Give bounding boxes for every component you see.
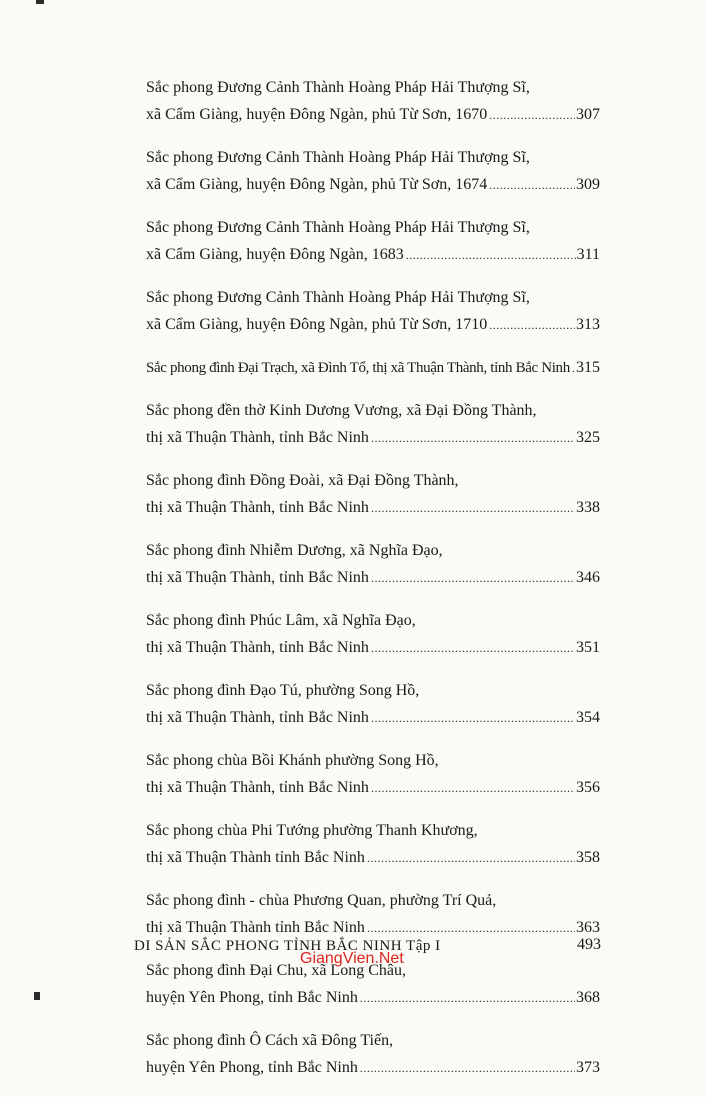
- footer-page-number: 493: [577, 936, 601, 953]
- toc-page-number: 363: [576, 919, 600, 936]
- toc-entry-title: Sắc phong đình Đại Trạch, xã Đình Tổ, thị xã Thuận Thành, tỉnh Bắc Ninh: [146, 360, 570, 376]
- dot-leader: [371, 705, 575, 732]
- toc-entry-leader-line: [146, 424, 600, 452]
- toc-entry-title: Sắc phong Đương Cảnh Thành Hoàng Pháp Hải Thượng Sĩ,: [146, 79, 530, 96]
- toc-entry-location: thị xã Thuận Thành tỉnh Bắc Ninh: [146, 919, 365, 936]
- toc-entry-location: thị xã Thuận Thành tỉnh Bắc Ninh: [146, 849, 365, 866]
- toc-entry: [146, 747, 600, 802]
- toc-page-number: 325: [576, 429, 600, 446]
- toc-entry-title: Sắc phong Đương Cảnh Thành Hoàng Pháp Hải Thượng Sĩ,: [146, 219, 530, 236]
- toc-entry-location: huyện Yên Phong, tỉnh Bắc Ninh: [146, 1059, 358, 1076]
- dot-leader: [367, 845, 575, 872]
- toc-page-number: 311: [576, 246, 600, 263]
- toc-entry-location: thị xã Thuận Thành, tỉnh Bắc Ninh: [146, 569, 369, 586]
- toc-entry: [146, 144, 600, 199]
- toc-entry-leader-line: [146, 354, 600, 382]
- dot-leader: [371, 775, 575, 802]
- toc-entry-leader-line: [146, 564, 600, 592]
- dot-leader: [360, 985, 575, 1012]
- toc-entry: [146, 74, 600, 129]
- toc-entry-leader-line: [146, 774, 600, 802]
- dot-leader: [360, 1055, 575, 1082]
- dot-leader: [489, 312, 575, 339]
- toc-page-number: 309: [576, 176, 600, 193]
- dot-leader: [371, 425, 575, 452]
- toc-entry-title: Sắc phong Đương Cảnh Thành Hoàng Pháp Hải Thượng Sĩ,: [146, 289, 530, 306]
- dot-leader: [489, 102, 575, 129]
- toc-entry-title: Sắc phong Đương Cảnh Thành Hoàng Pháp Hải Thượng Sĩ,: [146, 149, 530, 166]
- toc-page-number: 368: [576, 989, 600, 1006]
- dot-leader: [371, 635, 575, 662]
- toc-entry-leader-line: [146, 1054, 600, 1082]
- toc-entry-location: thị xã Thuận Thành, tỉnh Bắc Ninh: [146, 639, 369, 656]
- toc-page-number: 354: [576, 709, 600, 726]
- toc-entry-leader-line: [146, 311, 600, 339]
- toc-entry-location: xã Cẩm Giàng, huyện Đông Ngàn, 1683: [146, 246, 404, 263]
- toc-entry: [146, 214, 600, 269]
- dot-leader: [572, 355, 575, 382]
- toc-entry-title: Sắc phong chùa Bồi Khánh phường Song Hồ,: [146, 752, 439, 769]
- toc-page-number: 313: [576, 316, 600, 333]
- toc-entry-leader-line: [146, 984, 600, 1012]
- toc-entry: [146, 607, 600, 662]
- running-footer-title: DI SẢN SẮC PHONG TỈNH BẮC NINH Tập I: [134, 938, 441, 954]
- toc-entry-title: Sắc phong đình Ô Cách xã Đông Tiến,: [146, 1032, 394, 1049]
- toc-page-number: 315: [576, 359, 600, 376]
- toc-entry-location: xã Cẩm Giàng, huyện Đông Ngàn, phủ Từ Sơn, 1674: [146, 176, 488, 193]
- toc-entry: [146, 397, 600, 452]
- toc-entry-title: Sắc phong đình Đồng Đoài, xã Đại Đồng Thành,: [146, 472, 459, 489]
- toc-entry-leader-line: [146, 494, 600, 522]
- toc-entry-title: Sắc phong chùa Phi Tướng phường Thanh Khương,: [146, 822, 478, 839]
- toc-entry-leader-line: [146, 101, 600, 129]
- toc-entry-leader-line: [146, 704, 600, 732]
- toc-entry-location: thị xã Thuận Thành, tỉnh Bắc Ninh: [146, 499, 369, 516]
- toc-entry: [146, 677, 600, 732]
- toc-entry: [146, 1027, 600, 1082]
- toc-page-number: 307: [576, 106, 600, 123]
- toc-entry: [146, 284, 600, 339]
- toc-page-number: 356: [576, 779, 600, 796]
- toc-entry: [146, 354, 600, 382]
- toc-entry-title: Sắc phong đình - chùa Phương Quan, phường Trí Quả,: [146, 892, 497, 909]
- toc-entry-location: thị xã Thuận Thành, tỉnh Bắc Ninh: [146, 429, 369, 446]
- toc-entry-location: xã Cẩm Giàng, huyện Đông Ngàn, phủ Từ Sơn, 1710: [146, 316, 488, 333]
- toc-entry-title: Sắc phong đền thờ Kinh Dương Vương, xã Đại Đồng Thành,: [146, 402, 537, 419]
- toc-entry-location: xã Cẩm Giàng, huyện Đông Ngàn, phủ Từ Sơn, 1670: [146, 106, 488, 123]
- toc-page-number: 351: [576, 639, 600, 656]
- toc-page-number: 346: [576, 569, 600, 586]
- toc-entry-leader-line: [146, 844, 600, 872]
- toc-entry-location: thị xã Thuận Thành, tỉnh Bắc Ninh: [146, 709, 369, 726]
- dot-leader: [406, 242, 576, 269]
- toc-entry-leader-line: [146, 241, 600, 269]
- toc-page-number: 373: [576, 1059, 600, 1076]
- toc-entry: [146, 537, 600, 592]
- toc-entry-title: Sắc phong đình Đạo Tú, phường Song Hồ,: [146, 682, 420, 699]
- watermark-text: GiangVien.Net: [300, 950, 404, 967]
- scan-edge-mark: [36, 0, 44, 4]
- toc-page-number: 338: [576, 499, 600, 516]
- toc-page-number: 358: [576, 849, 600, 866]
- toc-entry-location: thị xã Thuận Thành, tỉnh Bắc Ninh: [146, 779, 369, 796]
- toc-entry-title: Sắc phong đình Đại Chu, xã Long Châu,: [146, 962, 406, 979]
- toc-entry-leader-line: [146, 171, 600, 199]
- toc-entry: [146, 817, 600, 872]
- toc-entry-title: Sắc phong đình Phúc Lâm, xã Nghĩa Đạo,: [146, 612, 416, 629]
- dot-leader: [371, 565, 575, 592]
- toc-entry: [146, 467, 600, 522]
- scan-edge-mark: [34, 992, 40, 1000]
- toc-entry-title: Sắc phong đình Nhiễm Dương, xã Nghĩa Đạo,: [146, 542, 443, 559]
- toc-entry-location: huyện Yên Phong, tỉnh Bắc Ninh: [146, 989, 358, 1006]
- dot-leader: [489, 172, 575, 199]
- toc-entry: [146, 887, 600, 942]
- toc-entry-leader-line: [146, 634, 600, 662]
- dot-leader: [371, 495, 575, 522]
